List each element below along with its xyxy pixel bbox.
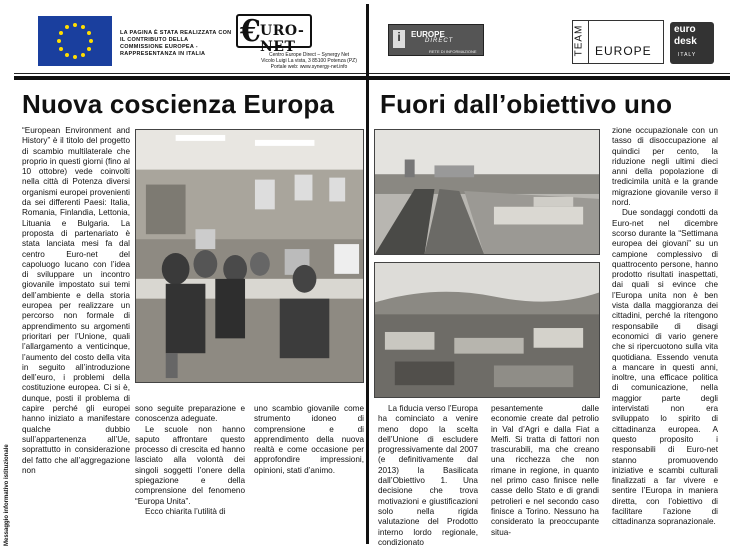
address-line: Centro Europe Direct – Synergy Net xyxy=(268,52,350,58)
sidebar-label: Messaggio informativo istituzionale xyxy=(4,444,10,546)
paragraph: Due sondaggi condotti da Euro-net nel dicembre scorso durante la “Settimana europea dei giovani” su un campione complessivo di quattrocento persone, hanno prodotto risultati inaspettati, dai quali si evince che l’Europa unita non è ben vista dalla maggioranza dei cittadini, perché la ritengono responsabile di disagi economici di vario genere che si ripercuotono sulla vita quotidiana. Essendo venuta a mancare in questi anni, inoltre, una efficace politica di comunicazione, nella maggior parte degli intervistati non era sviluppato lo spirito di cittadinanza europea. A questo proposito i responsabili di Euro-net stanno promuovendo iniziative e scambi culturali finalizzati a far vivere e sentire l’Europa in maniera diretta, con l’obiettivo di facilitare l’azione di cittadinanza sopranazionale. xyxy=(612,208,718,527)
paragraph: Le scuole non hanno saputo affrontare questo processo di crescita ed hanno lasciato alla volontà dei singoli soggetti l’onere della spiegazione e della comprensione del fenomeno “Europa Unita”. xyxy=(135,424,245,506)
eurodesk-logo xyxy=(670,22,714,64)
paragraph: zione occupazionale con un tasso di disoccupazione al quindici per cento, la riduzione negli ultimi dieci anni della popolazione di tredicimila unità e la grande migrazione giovanile verso il nord. xyxy=(612,126,718,208)
euronet-address xyxy=(240,52,378,70)
eurodesk-line1: euro xyxy=(674,24,696,35)
left-article-col1 xyxy=(22,126,130,476)
classroom-photo xyxy=(135,129,364,383)
paragraph: Ecco chiarita l’utilità di xyxy=(145,506,226,516)
team-europe-logo xyxy=(572,20,664,64)
paragraph: uno scambio giovanile come strumento idoneo di comprensione e di apprendimento della nuova realtà e come occasione per approfondire impressioni, opinioni, stati d’animo. xyxy=(254,404,364,475)
europe-label: EUROPE xyxy=(595,44,652,58)
town-landscape-photo xyxy=(374,262,600,398)
euronet-logo-text: URO-NET xyxy=(260,23,305,55)
paragraph: La fiducia verso l’Europa ha cominciato a venire meno dopo la scelta dell’Unione di escludere progressivamente dal 2007 (e definitivamente dal 2013) la Basilicata dall’Obiettivo 1. Una decisione che trova motivazioni e giustificazioni solo nella rigida valutazione del Prodotto interno lordo regionale, condizionato xyxy=(378,404,478,547)
sidebar-vertical-text xyxy=(0,0,12,548)
left-article-col3 xyxy=(254,404,364,476)
euronet-logo xyxy=(236,14,312,55)
eurodesk-line3: ITALY xyxy=(678,52,697,58)
paragraph: sono seguite preparazione e conoscenza adeguate. xyxy=(135,404,245,424)
right-headline: Fuori dall’obiettivo uno xyxy=(380,89,673,119)
eurodesk-line2: desk xyxy=(674,36,697,47)
eu-flag-icon xyxy=(38,16,112,66)
team-label: TEAM xyxy=(573,24,585,57)
info-icon: i xyxy=(393,30,405,48)
address-line: Portale web: www.synergy-net.info xyxy=(270,64,348,70)
right-article-col3 xyxy=(612,126,718,528)
europe-direct-line3: RETE DI INFORMAZIONE xyxy=(429,49,477,54)
right-article-col2 xyxy=(491,404,599,538)
road-landscape-photo xyxy=(374,129,600,255)
europe-direct-line2: DIRECT xyxy=(425,38,454,44)
europe-direct-logo xyxy=(388,24,484,56)
left-article-col2 xyxy=(135,404,245,517)
euro-sign-icon: € xyxy=(240,14,261,49)
team-europe-bar xyxy=(573,21,589,63)
paragraph: “European Environment and History” è il titolo del progetto di scambio multilaterale che proprio in questi giorni (fino al 10 ottobre) vede coinvolti nella città di Potenza diversi organismi europei provenienti da sei differenti Paesi: Italia, Romania, Finlandia, Lettonia, Lituania e Bulgaria. La proposta di partenariato è stata lanciata mesi fa dal centro Euro-net del capoluogo lucano con l’idea di sviluppare un incontro giovanile impostato sui temi dell’ambiente e della storia europea per realizzare un percorso non formale di apprendimento su argomenti prioritari per l’Unione, quali l’allargamento a venticinque, l’aumento del costo della vita in seguito all’introduzione dell’euro, i problemi della costituzione europea. Ci si è, dunque, posti il problema di capire perché gli europei hanno iniziato a manifestare qualche dubbio sull’appartenenza all’Ue, soprattutto in considerazione del fatto che all’aggregazione non xyxy=(22,126,130,475)
right-article-col1 xyxy=(378,404,478,548)
left-headline: Nuova coscienza Europa xyxy=(22,89,335,119)
paragraph: pesantemente dalle economie create dal petrolio in Val d’Agri e dalla Fiat a Melfi. Si tratta di fattori non trascurabili, ma che creano una ricchezza che non rimane in regione, in quanto nel primo caso finisce nelle casse dello Stato e di grandi petrolieri e nel secondo caso finisce a Torino. Nessuno ha considerato la preoccupante situa- xyxy=(491,404,599,537)
header-rule xyxy=(14,76,730,80)
eu-contribution-text: LA PAGINA È STATA REALIZZATA CON IL CONTRIBUTO DELLA COMMISSIONE EUROPEA - RAPPRESENTANZA IN ITALIA xyxy=(120,30,232,57)
europe-direct-line1: EUROPE xyxy=(411,30,445,39)
address-line: Vicolo Luigi La vista, 3 85100 Potenza (PZ) xyxy=(261,58,357,64)
column-divider xyxy=(366,4,369,544)
page-header xyxy=(14,4,730,74)
